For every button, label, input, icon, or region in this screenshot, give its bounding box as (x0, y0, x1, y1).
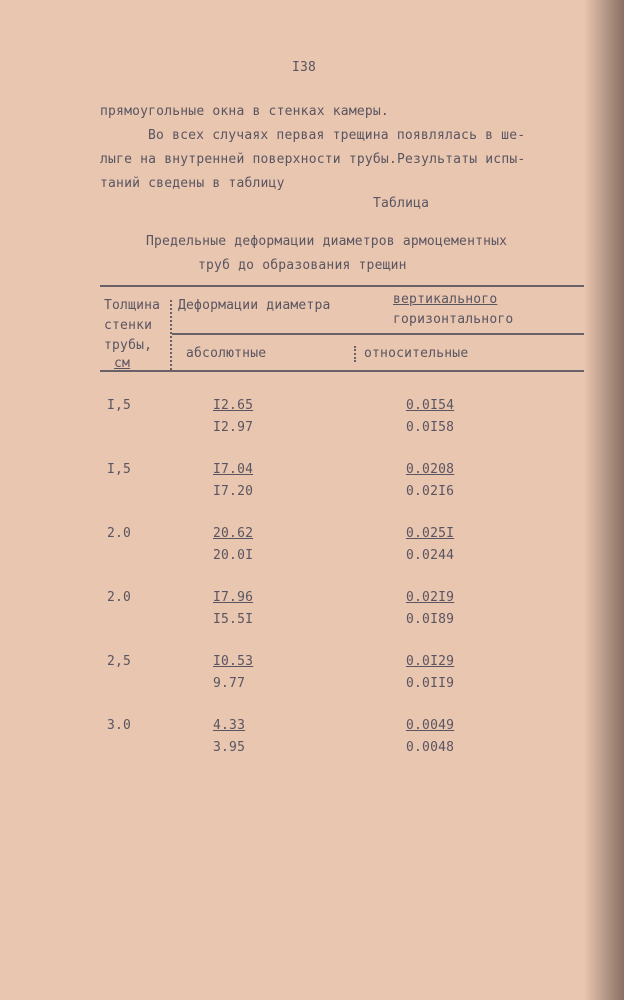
abs-vertical: I0.53 (213, 654, 254, 669)
rel-horizontal: 0.0048 (406, 740, 455, 755)
header-relative: относительные (364, 346, 469, 361)
rel-vertical: 0.02I9 (406, 590, 455, 605)
header-thickness: стенки (104, 318, 153, 333)
header-horizontal: горизонтального (393, 312, 514, 327)
header-absolute: абсолютные (186, 346, 267, 361)
abs-horizontal: I7.20 (213, 484, 254, 499)
row-thickness: I,5 (107, 398, 132, 413)
abs-horizontal: I5.5I (213, 612, 254, 627)
row-thickness: 2.0 (107, 590, 132, 605)
table-label: Таблица (373, 196, 430, 211)
row-thickness: 2.0 (107, 526, 132, 541)
header-vertical: вертикального (393, 292, 498, 307)
paragraph-line: лыге на внутренней поверхности трубы.Результаты испы- (100, 152, 526, 167)
rel-horizontal: 0.0244 (406, 548, 455, 563)
abs-vertical: 20.62 (213, 526, 254, 541)
row-thickness: 3.0 (107, 718, 132, 733)
rel-vertical: 0.0208 (406, 462, 455, 477)
column-divider (354, 346, 356, 362)
abs-vertical: I2.65 (213, 398, 254, 413)
paragraph-line: Во всех случаях первая трещина появлялась в ше- (148, 128, 526, 143)
rel-horizontal: 0.0I58 (406, 420, 455, 435)
row-thickness: I,5 (107, 462, 132, 477)
table-top-rule (100, 285, 584, 287)
header-mid-rule (172, 333, 584, 335)
column-divider (170, 300, 172, 370)
header-bottom-rule (100, 370, 584, 372)
header-deformation: Деформации диаметра (178, 298, 331, 313)
rel-vertical: 0.0I29 (406, 654, 455, 669)
rel-vertical: 0.0049 (406, 718, 455, 733)
table-title: Предельные деформации диаметров армоцементных (146, 234, 508, 249)
rel-horizontal: 0.0II9 (406, 676, 455, 691)
paragraph-line: таний сведены в таблицу (100, 176, 285, 191)
page-number: I38 (292, 60, 317, 75)
abs-horizontal: 20.0I (213, 548, 254, 563)
header-thickness: см (114, 356, 131, 371)
rel-horizontal: 0.0I89 (406, 612, 455, 627)
page-edge-shadow (584, 0, 624, 1000)
abs-vertical: I7.04 (213, 462, 254, 477)
abs-horizontal: 3.95 (213, 740, 246, 755)
row-thickness: 2,5 (107, 654, 132, 669)
rel-vertical: 0.0I54 (406, 398, 455, 413)
paragraph-line: прямоугольные окна в стенках камеры. (100, 104, 389, 119)
abs-horizontal: I2.97 (213, 420, 254, 435)
rel-vertical: 0.025I (406, 526, 455, 541)
header-thickness: Толщина (104, 298, 161, 313)
abs-vertical: 4.33 (213, 718, 246, 733)
abs-vertical: I7.96 (213, 590, 254, 605)
table-title: труб до образования трещин (198, 258, 407, 273)
rel-horizontal: 0.02I6 (406, 484, 455, 499)
header-thickness: трубы, (104, 338, 153, 353)
abs-horizontal: 9.77 (213, 676, 246, 691)
